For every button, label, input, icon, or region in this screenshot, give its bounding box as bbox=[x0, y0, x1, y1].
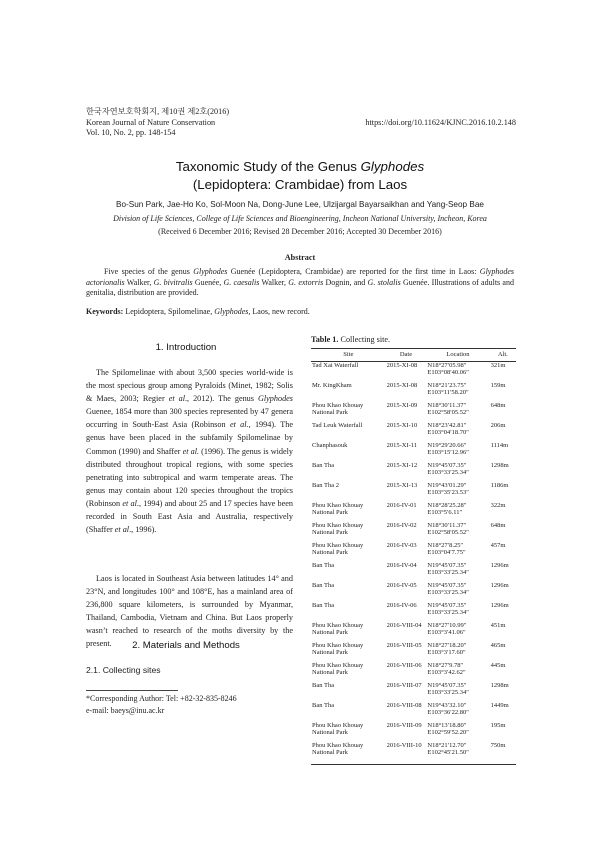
table-row bbox=[311, 702, 516, 722]
longitude: E103°33′25.34″ bbox=[427, 689, 469, 697]
cell-location bbox=[426, 382, 489, 402]
cell-alt: 1296m bbox=[490, 561, 509, 569]
authors: Bo-Sun Park, Jae-Ho Ko, Sol-Moon Na, Dong-June Lee, Ulzijargal Bayarsaikhan and Yang-Seop Bae bbox=[116, 200, 484, 209]
cell-site: Phou Khao Khouay National Park bbox=[312, 541, 364, 557]
title-text: Taxonomic Study of the Genus bbox=[175, 159, 361, 174]
cell-site: Ban Tha bbox=[312, 561, 335, 569]
cell-date: 2015-XI-08 bbox=[386, 381, 418, 389]
latitude: N19°45′07.35″ bbox=[427, 561, 467, 569]
cell-site: Ban Tha bbox=[312, 601, 335, 609]
table-row bbox=[311, 682, 516, 702]
cell-site: Tad Xai Waterfall bbox=[312, 361, 359, 369]
cell-site: Phou Khao Khouay National Park bbox=[311, 742, 386, 765]
col-header-date: Date bbox=[386, 349, 427, 362]
cell-location bbox=[426, 402, 489, 422]
table-row bbox=[311, 562, 516, 582]
table-row bbox=[311, 462, 516, 482]
longitude: E103°04′18.70″ bbox=[427, 429, 469, 437]
cell-alt: 445m bbox=[490, 661, 506, 669]
longitude: E103°5′6.11″ bbox=[427, 509, 463, 517]
intro-paragraph-1: The Spilomelinae with about 3,500 species world-wide is the most specious group among Pyraloids (Minet, 1982; Solis & Maes, 2003; Regier et al., 2012). The genus Glyphodes Guenee, 1854 more than 300 species represented by 47 genera occurring in South-East Asia (Robinson et al., 1994). The genus have been placed in the subfamily Spilomelinae by Common (1990) and Shaffer et al. (1996). The genus is widely distributed throughout tropical regions, with some species penetrating into subtropical and warm temperate areas. The genus may contain about 120 species throughout the tropics (Robinson et al., 1994) and about 25 and 17 species have been recorded in South East Asia and Australia, respectively (Shaffer et al., 1996). bbox=[86, 368, 293, 535]
collecting-site-table bbox=[311, 348, 516, 765]
cell-site: Ban Tha bbox=[312, 581, 335, 589]
longitude: E103°11′58.20″ bbox=[427, 389, 469, 397]
longitude: E103°3′17.60″ bbox=[427, 649, 466, 657]
footnote bbox=[86, 693, 237, 716]
cell-location bbox=[426, 542, 489, 562]
cell-site: Chanphasouk bbox=[312, 441, 348, 449]
table-row bbox=[311, 662, 516, 682]
cell-date: 2015-XI-10 bbox=[386, 421, 418, 429]
latitude: N18°27′10.99″ bbox=[427, 621, 467, 629]
cell-location bbox=[426, 742, 489, 765]
cell-location bbox=[426, 642, 489, 662]
cell-location bbox=[426, 602, 489, 622]
table-row bbox=[311, 722, 516, 742]
cell-location bbox=[426, 361, 489, 382]
table-row bbox=[311, 542, 516, 562]
paper-title-line1 bbox=[60, 159, 540, 175]
latitude: N18°30′11.37″ bbox=[427, 521, 467, 529]
cell-alt: 648m bbox=[490, 521, 506, 529]
table-row bbox=[311, 602, 516, 622]
table-row bbox=[311, 402, 516, 422]
cell-alt: 206m bbox=[490, 421, 506, 429]
longitude: E103°15′12.96″ bbox=[427, 449, 469, 457]
longitude: E103°04′7.75″ bbox=[427, 549, 466, 557]
table-row bbox=[311, 382, 516, 402]
latitude: N19°45′07.35″ bbox=[427, 601, 467, 609]
cell-date: 2016-VIII-04 bbox=[386, 621, 422, 629]
longitude: E102°59′52.20″ bbox=[427, 729, 469, 737]
affiliation: Division of Life Sciences, College of Life Sciences and Bioengineering, Incheon National University, Incheon, Korea bbox=[113, 214, 487, 223]
latitude: N18°21′12.70″ bbox=[427, 741, 467, 749]
cell-alt: 1114m bbox=[490, 441, 509, 449]
latitude: N19°45′07.35″ bbox=[427, 681, 467, 689]
cell-site: Phou Khao Khouay National Park bbox=[312, 621, 364, 637]
journal-english-name: Korean Journal of Nature Conservation bbox=[86, 117, 216, 127]
cell-alt: 1298m bbox=[490, 461, 509, 469]
cell-date: 2016-VIII-06 bbox=[386, 661, 422, 669]
keywords: Keywords: Lepidoptera, Spilomelinae, Glyphodes, Laos, new record. bbox=[86, 307, 310, 316]
cell-location bbox=[426, 422, 489, 442]
cell-site: Tad Leuk Waterfall bbox=[312, 421, 363, 429]
cell-date: 2016-VIII-05 bbox=[386, 641, 422, 649]
longitude: E102°58′05.52″ bbox=[427, 409, 469, 417]
cell-location bbox=[426, 522, 489, 542]
col-header-alt: Alt. bbox=[490, 349, 516, 362]
cell-date: 2015-XI-11 bbox=[386, 441, 418, 449]
longitude: E103°33′25.34″ bbox=[427, 469, 469, 477]
cell-date: 2015-XI-12 bbox=[386, 461, 418, 469]
cell-alt: 195m bbox=[490, 721, 506, 729]
cell-date: 2016-IV-03 bbox=[386, 541, 417, 549]
introduction-heading: 1. Introduction bbox=[155, 342, 217, 353]
longitude: E103°3′42.62″ bbox=[427, 669, 466, 677]
longitude: E103°3′41.06″ bbox=[427, 629, 466, 637]
col-header-site: Site bbox=[311, 349, 386, 362]
title-genus: Glyphodes bbox=[360, 159, 425, 174]
longitude: E103°33′25.34″ bbox=[427, 589, 469, 597]
journal-header bbox=[86, 107, 229, 139]
latitude: N18°27′9.78″ bbox=[427, 661, 464, 669]
col-header-location: Location bbox=[426, 349, 489, 362]
paper-title-line2: (Lepidoptera: Crambidae) from Laos bbox=[192, 177, 408, 192]
cell-location bbox=[426, 562, 489, 582]
collecting-sites-subheading: 2.1. Collecting sites bbox=[86, 665, 161, 675]
longitude: E102°58′05.52″ bbox=[427, 529, 469, 537]
latitude: N18°27′05.98″ bbox=[427, 361, 467, 369]
cell-alt: 159m bbox=[490, 381, 506, 389]
table-header-row bbox=[311, 349, 516, 362]
cell-site: Ban Tha bbox=[312, 461, 335, 469]
journal-volume: Vol. 10, No. 2, pp. 148-154 bbox=[86, 128, 176, 138]
cell-alt: 1449m bbox=[490, 701, 509, 709]
received-dates: (Received 6 December 2016; Revised 28 December 2016; Accepted 30 December 2016) bbox=[158, 227, 442, 236]
table-caption: Table 1. Collecting site. bbox=[311, 335, 391, 344]
cell-site: Phou Khao Khouay National Park bbox=[312, 661, 364, 677]
table-row bbox=[311, 742, 516, 765]
cell-alt: 457m bbox=[490, 541, 506, 549]
cell-site: Phou Khao Khouay National Park bbox=[312, 641, 364, 657]
author-email[interactable]: e-mail: baeys@inu.ac.kr bbox=[86, 705, 165, 715]
longitude: E103°08′40.06″ bbox=[427, 369, 469, 377]
cell-alt: 750m bbox=[490, 742, 516, 765]
cell-date: 2015-XI-13 bbox=[386, 481, 418, 489]
latitude: N18°21′23.75″ bbox=[427, 381, 467, 389]
cell-location bbox=[426, 502, 489, 522]
cell-alt: 322m bbox=[490, 501, 506, 509]
table-row bbox=[311, 622, 516, 642]
cell-location bbox=[426, 482, 489, 502]
latitude: N18°28′25.28″ bbox=[427, 501, 467, 509]
journal-korean-name: 한국자연보호학회지, 제10권 제2호(2016) bbox=[86, 107, 230, 116]
cell-date: 2016-VIII-10 bbox=[386, 742, 427, 765]
cell-location bbox=[426, 462, 489, 482]
latitude: N18°27′8.25″ bbox=[427, 541, 464, 549]
cell-alt: 1296m bbox=[490, 581, 509, 589]
latitude: N18°13′18.80″ bbox=[427, 721, 467, 729]
latitude: N19°29′20.66″ bbox=[427, 441, 467, 449]
cell-alt: 465m bbox=[490, 641, 506, 649]
abstract-text: Five species of the genus Glyphodes Guenée (Lepidoptera, Crambidae) are reported for the first time in Laos: Glyphodes actorionalis Walker, G. bivitralis Guenée, G. caesalis Walker, G. extorris Dognin, and G. stolalis Guenée. Illustrations of adults and genitalia, distribution are provided. bbox=[86, 267, 515, 298]
cell-location bbox=[426, 662, 489, 682]
footnote-divider bbox=[86, 690, 178, 691]
table-body bbox=[311, 361, 516, 764]
cell-date: 2016-VIII-08 bbox=[386, 701, 422, 709]
keywords-label: Keywords: bbox=[86, 307, 124, 316]
latitude: N18°30′11.37″ bbox=[427, 401, 467, 409]
cell-site: Phou Khao Khouay National Park bbox=[312, 721, 364, 737]
cell-alt: 648m bbox=[490, 401, 506, 409]
longitude: E103°33′25.34″ bbox=[427, 569, 469, 577]
cell-site: Ban Tha bbox=[312, 681, 335, 689]
cell-alt: 321m bbox=[490, 361, 506, 369]
longitude: E102°45′21.50″ bbox=[427, 749, 469, 757]
cell-date: 2015-XI-08 bbox=[386, 361, 418, 369]
cell-site: Phou Khao Khouay National Park bbox=[312, 401, 364, 417]
corresponding-author: *Corresponding Author: Tel: +82-32-835-8246 bbox=[86, 694, 237, 703]
cell-site: Ban Tha 2 bbox=[312, 481, 339, 489]
intro-paragraph-2: Laos is located in Southeast Asia between latitudes 14° and 23°N, and longitudes 100° and 108°E, has a mainland area of 236,800 square kilometers, is surrounded by Myanmar, Thailand, Cambodia, Vietnam and China. But Laos properly wasn’t reached to research of the moths diversity by the present. bbox=[86, 574, 293, 649]
cell-date: 2016-IV-01 bbox=[386, 501, 417, 509]
methods-heading: 2. Materials and Methods bbox=[132, 640, 240, 651]
cell-location bbox=[426, 442, 489, 462]
latitude: N18°27′18.20″ bbox=[427, 641, 467, 649]
table-row bbox=[311, 582, 516, 602]
cell-date: 2016-IV-02 bbox=[386, 521, 417, 529]
table-row bbox=[311, 642, 516, 662]
table-row bbox=[311, 482, 516, 502]
cell-alt: 1298m bbox=[490, 681, 509, 689]
cell-alt: 451m bbox=[490, 621, 506, 629]
cell-date: 2015-XI-09 bbox=[386, 401, 418, 409]
cell-location bbox=[426, 722, 489, 742]
latitude: N18°23′42.81″ bbox=[427, 421, 467, 429]
table-row bbox=[311, 502, 516, 522]
longitude: E103°35′23.53″ bbox=[427, 489, 469, 497]
latitude: N19°45′07.35″ bbox=[427, 581, 467, 589]
doi-link[interactable]: https://doi.org/10.11624/KJNC.2016.10.2.148 bbox=[365, 118, 516, 127]
longitude: E103°36′22.80″ bbox=[427, 709, 469, 717]
table-row bbox=[311, 442, 516, 462]
cell-site: Phou Khao Khouay National Park bbox=[312, 521, 364, 537]
table-row bbox=[311, 422, 516, 442]
cell-date: 2016-VIII-09 bbox=[386, 721, 422, 729]
table-caption-label: Table 1. bbox=[311, 335, 339, 344]
cell-date: 2016-VIII-07 bbox=[386, 681, 422, 689]
cell-location bbox=[426, 682, 489, 702]
cell-location bbox=[426, 702, 489, 722]
cell-location bbox=[426, 582, 489, 602]
cell-alt: 1186m bbox=[490, 481, 509, 489]
cell-site: Phou Khao Khouay National Park bbox=[312, 501, 364, 517]
table-row bbox=[311, 361, 516, 382]
latitude: N19°43′32.10″ bbox=[427, 701, 467, 709]
cell-site: Mr. KingKham bbox=[312, 381, 352, 389]
cell-date: 2016-IV-04 bbox=[386, 561, 417, 569]
longitude: E103°33′25.34″ bbox=[427, 609, 469, 617]
cell-date: 2016-IV-06 bbox=[386, 601, 417, 609]
abstract-heading: Abstract bbox=[284, 253, 316, 262]
latitude: N19°43′01.29″ bbox=[427, 481, 467, 489]
cell-site: Ban Tha bbox=[312, 701, 335, 709]
cell-location bbox=[426, 622, 489, 642]
cell-alt: 1296m bbox=[490, 601, 509, 609]
cell-date: 2016-IV-05 bbox=[386, 581, 417, 589]
table-row bbox=[311, 522, 516, 542]
latitude: N19°45′07.35″ bbox=[427, 461, 467, 469]
